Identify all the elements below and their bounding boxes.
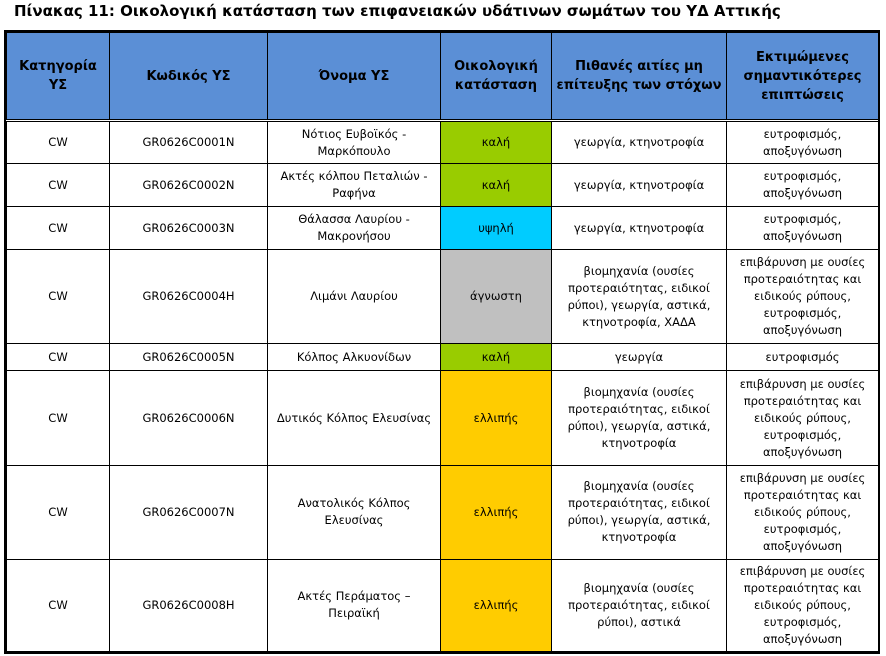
table-header-row	[7, 33, 879, 121]
header-impacts: Εκτιμώμενες σημαντικότερες επιπτώσεις	[727, 33, 879, 121]
cell-code: GR0626C0008H	[110, 559, 268, 651]
header-category: Κατηγορία ΥΣ	[7, 33, 110, 121]
cell-causes: γεωργία	[552, 344, 727, 371]
cell-name: Λιμάνι Λαυρίου	[268, 250, 441, 344]
cell-category: CW	[7, 344, 110, 371]
cell-causes: βιομηχανία (ουσίες προτεραιότητας, ειδικοί ρύποι), γεωργία, αστικά, κτηνοτροφία, ΧΑΔΑ	[552, 250, 727, 344]
cell-name: Ανατολικός Κόλπος Ελευσίνας	[268, 465, 441, 559]
cell-code: GR0626C0001N	[110, 121, 268, 164]
header-status: Οικολογική κατάσταση	[441, 33, 552, 121]
cell-status: άγνωστη	[441, 250, 552, 344]
cell-name: Νότιος Ευβοϊκός - Μαρκόπουλο	[268, 121, 441, 164]
table-row	[7, 371, 879, 465]
cell-name: Ακτές κόλπου Πεταλιών - Ραφήνα	[268, 164, 441, 207]
cell-impacts: ευτροφισμός, αποξυγόνωση	[727, 207, 879, 250]
cell-status: καλή	[441, 344, 552, 371]
cell-causes: βιομηχανία (ουσίες προτεραιότητας, ειδικοί ρύποι), γεωργία, αστικά, κτηνοτροφία	[552, 465, 727, 559]
cell-causes: βιομηχανία (ουσίες προτεραιότητας, ειδικοί ρύποι), αστικά	[552, 559, 727, 651]
cell-status: καλή	[441, 164, 552, 207]
cell-impacts: ευτροφισμός, αποξυγόνωση	[727, 164, 879, 207]
cell-category: CW	[7, 207, 110, 250]
cell-name: Θάλασσα Λαυρίου - Μακρονήσου	[268, 207, 441, 250]
ecological-status-table	[6, 32, 879, 652]
table-row	[7, 465, 879, 559]
table-row	[7, 559, 879, 651]
cell-code: GR0626C0007N	[110, 465, 268, 559]
cell-name: Κόλπος Αλκυονίδων	[268, 344, 441, 371]
cell-status: ελλιπής	[441, 371, 552, 465]
cell-category: CW	[7, 371, 110, 465]
header-code: Κωδικός ΥΣ	[110, 33, 268, 121]
cell-causes: βιομηχανία (ουσίες προτεραιότητας, ειδικοί ρύποι), γεωργία, αστικά, κτηνοτροφία	[552, 371, 727, 465]
cell-code: GR0626C0005N	[110, 344, 268, 371]
cell-name: Δυτικός Κόλπος Ελευσίνας	[268, 371, 441, 465]
table-row	[7, 344, 879, 371]
cell-causes: γεωργία, κτηνοτροφία	[552, 207, 727, 250]
cell-code: GR0626C0003N	[110, 207, 268, 250]
water-bodies-table-frame	[4, 30, 880, 654]
cell-category: CW	[7, 164, 110, 207]
cell-impacts: επιβάρυνση με ουσίες προτεραιότητας και ειδικούς ρύπους, ευτροφισμός, αποξυγόνωση	[727, 250, 879, 344]
cell-status: ελλιπής	[441, 559, 552, 651]
cell-code: GR0626C0002N	[110, 164, 268, 207]
table-row	[7, 207, 879, 250]
table-row	[7, 250, 879, 344]
table-row	[7, 121, 879, 164]
cell-causes: γεωργία, κτηνοτροφία	[552, 121, 727, 164]
header-name: Όνομα ΥΣ	[268, 33, 441, 121]
cell-impacts: ευτροφισμός	[727, 344, 879, 371]
cell-impacts: ευτροφισμός, αποξυγόνωση	[727, 121, 879, 164]
cell-status: καλή	[441, 121, 552, 164]
cell-code: GR0626C0006N	[110, 371, 268, 465]
cell-category: CW	[7, 250, 110, 344]
cell-impacts: επιβάρυνση με ουσίες προτεραιότητας και ειδικούς ρύπους, ευτροφισμός, αποξυγόνωση	[727, 465, 879, 559]
cell-category: CW	[7, 465, 110, 559]
cell-impacts: επιβάρυνση με ουσίες προτεραιότητας και ειδικούς ρύπους, ευτροφισμός, αποξυγόνωση	[727, 371, 879, 465]
cell-impacts: επιβάρυνση με ουσίες προτεραιότητας και ειδικούς ρύπους, ευτροφισμός, αποξυγόνωση	[727, 559, 879, 651]
table-caption: Πίνακας 11: Οικολογική κατάσταση των επιφανειακών υδάτινων σωμάτων του ΥΔ Αττικής	[14, 2, 781, 20]
cell-category: CW	[7, 559, 110, 651]
cell-status: υψηλή	[441, 207, 552, 250]
table-row	[7, 164, 879, 207]
header-causes: Πιθανές αιτίες μη επίτευξης των στόχων	[552, 33, 727, 121]
cell-causes: γεωργία, κτηνοτροφία	[552, 164, 727, 207]
cell-name: Ακτές Περάματος – Πειραϊκή	[268, 559, 441, 651]
cell-code: GR0626C0004H	[110, 250, 268, 344]
cell-category: CW	[7, 121, 110, 164]
cell-status: ελλιπής	[441, 465, 552, 559]
